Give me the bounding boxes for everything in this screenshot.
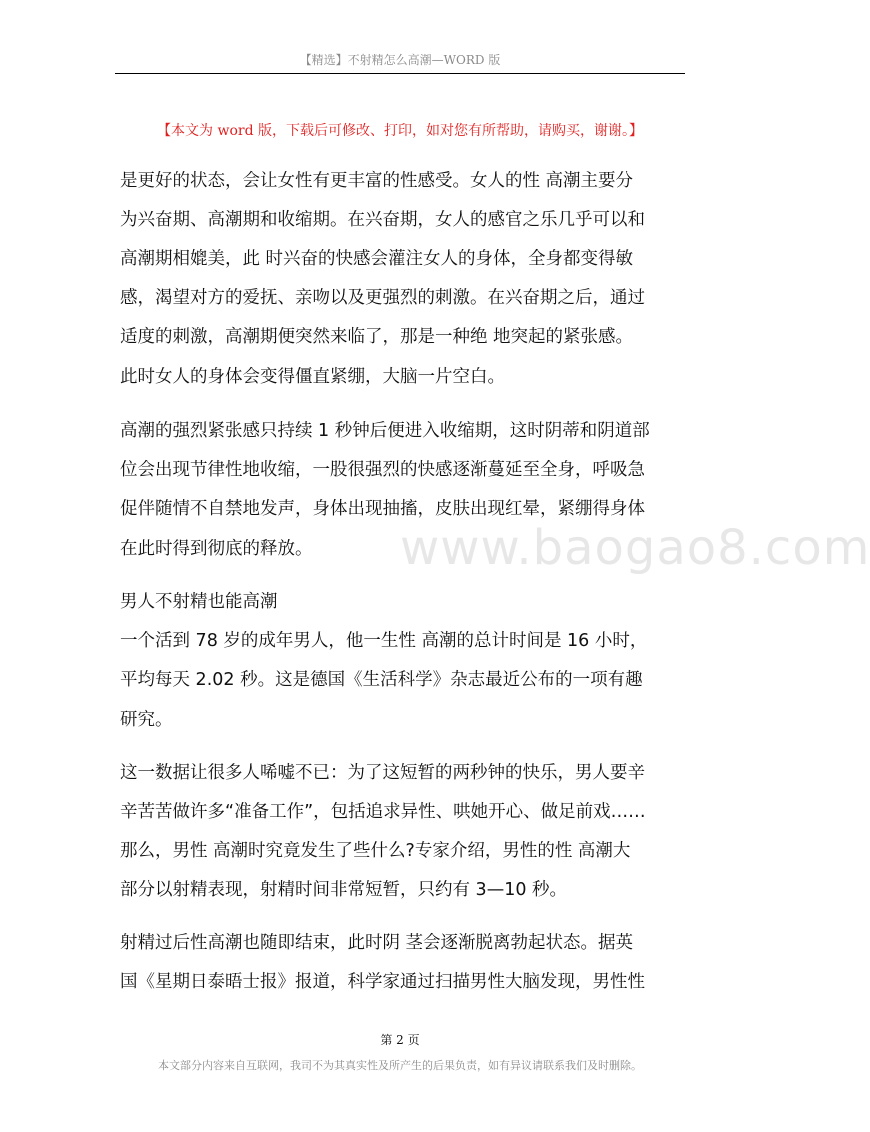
body-line: 这一数据让很多人唏嘘不已：为了这短暂的两秒钟的快乐，男人要辛 — [120, 763, 645, 783]
body-line: 适度的刺激，高潮期便突然来临了，那是一种绝 地突起的紧张感。 — [120, 327, 634, 347]
body-line: 辛苦苦做许多“准备工作”，包括追求异性、哄她开心、做足前戏…… — [120, 802, 646, 822]
body-line: 高潮的强烈紧张感只持续 1 秒钟后便进入收缩期，这时阴蒂和阴道部 — [120, 421, 650, 441]
body-line: 平均每天 2.02 秒。这是德国《生活科学》杂志最近公布的一项有趣 — [120, 670, 643, 690]
body-line: 在此时得到彻底的释放。 — [120, 539, 313, 559]
body-line: 一个活到 78 岁的成年男人，他一生性 高潮的总计时间是 16 小时， — [120, 631, 648, 651]
footer-disclaimer: 本文部分内容来自互联网，我司不为其真实性及所产生的后果负责，如有异议请联系我们及时删除。 — [158, 1059, 642, 1072]
body-line: 国《星期日泰晤士报》报道，科学家通过扫描男性大脑发现，男性性 — [120, 972, 645, 992]
page-number: 第 2 页 — [380, 1033, 420, 1047]
body-line: 感，渴望对方的爱抚、亲吻以及更强烈的刺激。在兴奋期之后，通过 — [120, 288, 645, 308]
body-line: 是更好的状态，会让女性有更丰富的性感受。女人的性 高潮主要分 — [120, 171, 634, 191]
watermark: www.baogao8.com — [400, 520, 870, 576]
notice-banner: 【本文为 word 版，下载后可修改、打印，如对您有所帮助，请购买，谢谢。】 — [157, 123, 643, 139]
body-line: 那么，男性 高潮时究竟发生了些什么?专家介绍，男性的性 高潮大 — [120, 841, 631, 861]
body-line: 为兴奋期、高潮期和收缩期。在兴奋期，女人的感官之乐几乎可以和 — [120, 210, 645, 230]
section-heading: 男人不射精也能高潮 — [120, 592, 278, 612]
header-rule — [115, 73, 685, 74]
body-line: 高潮期相媲美，此 时兴奋的快感会灌注女人的身体，全身都变得敏 — [120, 249, 634, 269]
body-line: 促伴随情不自禁地发声，身体出现抽搐，皮肤出现红晕，紧绷得身体 — [120, 499, 645, 519]
page-header: 【精选】不射精怎么高潮—WORD 版 — [299, 53, 501, 67]
body-line: 部分以射精表现，射精时间非常短暂，只约有 3—10 秒。 — [120, 880, 568, 900]
body-line: 射精过后性高潮也随即结束，此时阴 茎会逐渐脱离勃起状态。据英 — [120, 933, 634, 953]
body-line: 此时女人的身体会变得僵直紧绷，大脑一片空白。 — [120, 367, 505, 387]
body-line: 研究。 — [120, 710, 173, 730]
body-line: 位会出现节律性地收缩，一股很强烈的快感逐渐蔓延至全身，呼吸急 — [120, 460, 645, 480]
